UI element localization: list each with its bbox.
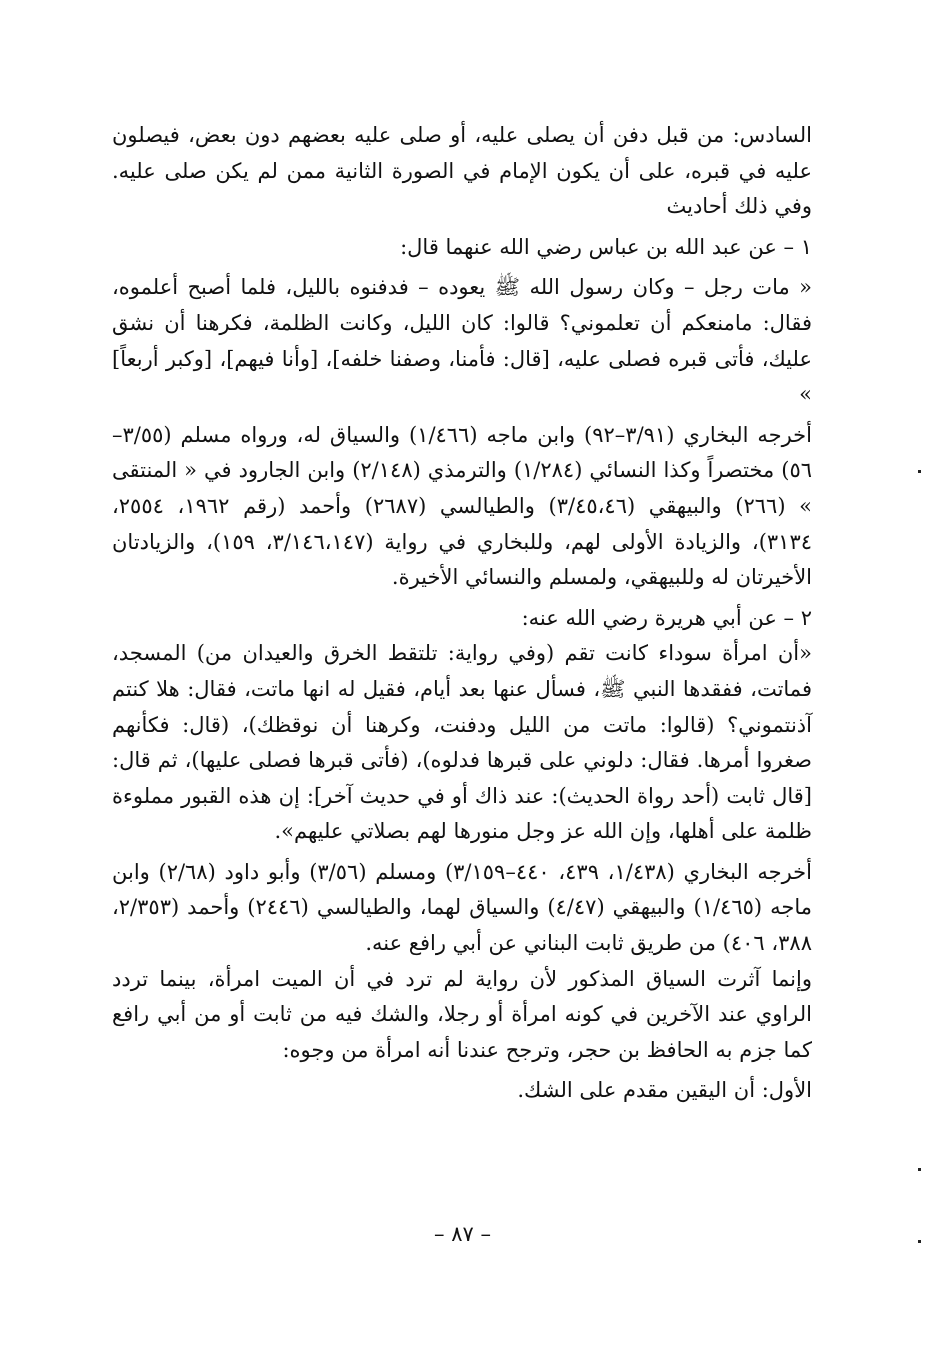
hadith-1-heading: ١ – عن عبد الله بن عباس رضي الله عنهما قال: [400,234,812,259]
hadith-2-takhrij: أخرجه البخاري (١/٤٣٨، ٤٣٩، ٤٤٠–٣/١٥٩) ومسلم (٣/٥٦) وأبو داود (٢/٦٨) وابن ماجه (١/٤٦٥) والبيهقي (٤/٤٧) والسياق لهما، والطيالسي (٢٤٤٦) وأحمد (٢/٣٥٣، ٣٨٨، ٤٠٦) من طريق ثابت البناني عن أبي رافع عنه. [112,859,812,956]
hadith-1-takhrij: أخرجه البخاري (٣/٩١–٩٢) وابن ماجه (١/٤٦٦) والسياق له، ورواه مسلم (٣/٥٥–٥٦) مختصراً وكذا النسائي (١/٢٨٤) والترمذي (٢/١٤٨) وابن الجارود في « المنتقى » (٢٦٦) والبيهقي (٣/٤٥،٤٦) والطيالسي (٢٦٨٧) وأحمد (رقم ١٩٦٢، ٢٥٥٤، ٣١٣٤)، والزيادة الأولى لهم، وللبخاري في رواية (٣/١٤٦،١٤٧، ١٥٩)، والزيادتان الأخيرتان له وللبيهقي، ولمسلم والنسائي الأخيرة. [112,422,813,590]
hadith-1-text: « مات رجل – وكان رسول الله ﷺ يعوده – فدفنوه بالليل، فلما أصبح أعلموه، فقال: مامنعكم أن تعلموني؟ قالوا: كان الليل، وكانت الظلمة، فكرهنا أن نشق عليك، فأتى قبره فصلى عليه، [قال: فأمنا، وصفنا خلفه]، [وأنا فيهم]، [وكبر أربعاً] » [112,275,812,407]
commentary-paragraph: وإنما آثرت السياق المذكور لأن رواية لم ترد في أن الميت امرأة، بينما تردد الراوي عند الآخرين في كونه امرأة أو رجلا، والشك فيه من ثابت أو من أبي رافع كما جزم به الحافظ بن حجر، وترجح عندنا أنه امرأة من وجوه: [112,966,812,1062]
edge-scan-mark [918,1240,921,1243]
hadith-2-heading: ٢ – عن أبي هريرة رضي الله عنه: [521,605,812,630]
first-reason: الأول: أن اليقين مقدم على الشك. [517,1078,812,1103]
hadith-2-text: «أن امرأة سوداء كانت تقم (وفي رواية: تلتقط الخرق والعيدان من) المسجد، فماتت، ففقدها النبي ﷺ، فسأل عنها بعد أيام، فقيل له انها ماتت، فقال: هلا كنتم آذنتموني؟ (قالوا: ماتت من الليل ودفنت، وكرهنا أن نوقظك)، (قال: فكأنهم صغروا أمرها. فقال: دلوني على قبرها فدلوه)، (فأتى قبرها فصلى عليها)، ثم قال: [قال ثابت (أحد رواة الحديث): عند ذاك أو في حديث آخر]: إن هذه القبور مملوءة ظلمة على أهلها، وإن الله عز وجل منورها لهم بصلاتي عليهم». [112,641,812,844]
edge-scan-mark [918,470,921,473]
page-number: – ٨٧ – [434,1222,491,1246]
edge-scan-mark [918,1168,921,1171]
page-body [112,118,812,1109]
paragraph-intro: السادس: من قبل دفن أن يصلى عليه، أو صلى عليه بعضهم دون بعض، فيصلون عليه في قبره، على أن يكون الإمام في الصورة الثانية ممن لم يكن صلى عليه. وفي ذلك أحاديث [112,123,812,219]
